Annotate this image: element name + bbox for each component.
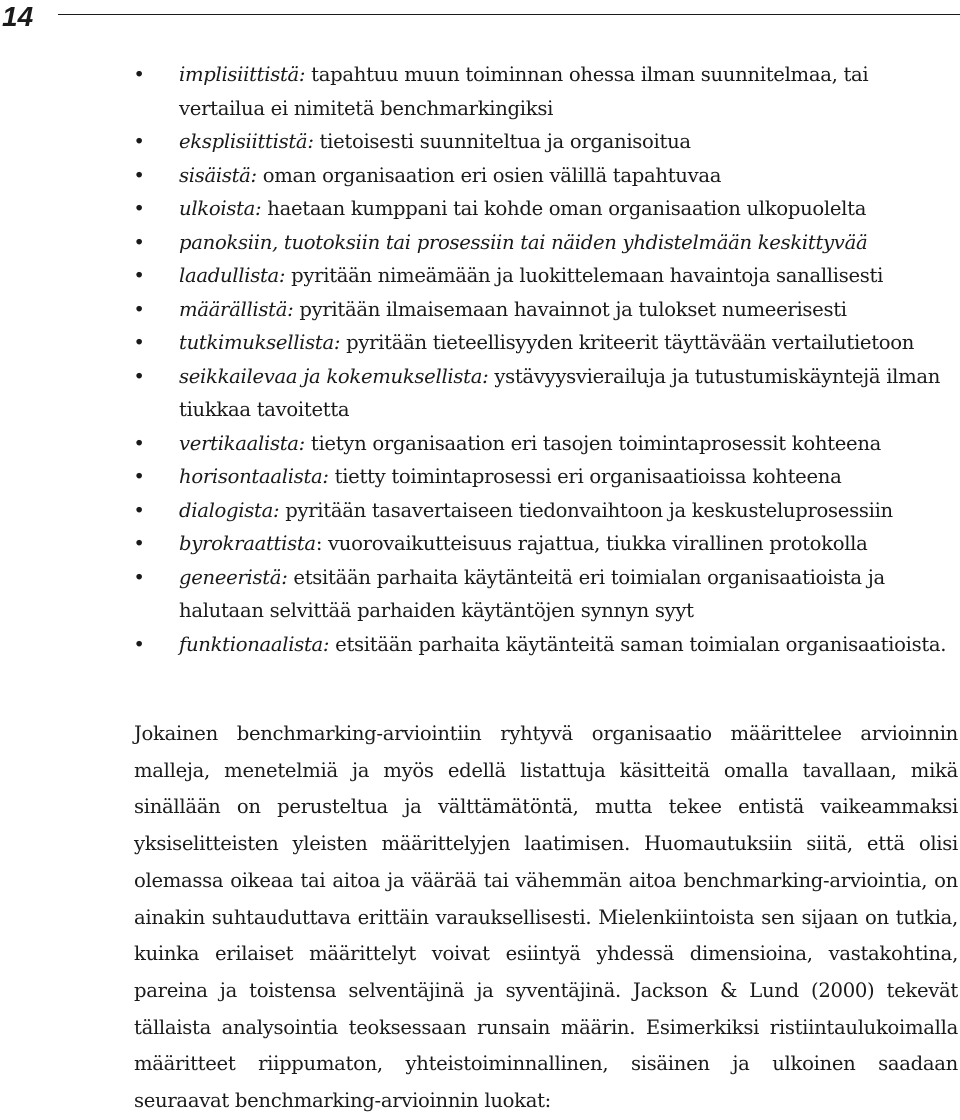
list-item [133, 58, 959, 125]
list-item [133, 293, 959, 327]
list-item [133, 628, 959, 662]
list-item-term: implisiittistä: [179, 63, 306, 86]
list-item-text: ystävyysvierailuja ja tutustumiskäyntejä ilman tiukkaa tavoitetta [179, 364, 941, 421]
list-item [133, 427, 959, 461]
bullet-icon: • [133, 364, 145, 388]
definition-list [133, 58, 959, 661]
list-item-term: dialogista: [179, 498, 280, 522]
list-item-term: ulkoista: [179, 197, 262, 220]
bullet-icon: • [133, 197, 145, 220]
list-item [133, 460, 959, 494]
body-paragraph: Jokainen benchmarking-arviointiin ryhtyvä organisaatio määrittelee arvioinnin malleja, menetelmiä ja myös edellä listattuja käsitteitä omalla tavallaan, mikä sinällään on perusteltua ja välttämätöntä, mutta tekee entistä vaikeammaksi yksiselitteisten yleisten määrittelyjen laatimisen. Huomautuksiin siitä, että olisi olemassa oikeaa tai aitoa ja väärää tai vähemmän aitoa benchmarking-arviointia, on ainakin suhtauduttava erittäin varauksellisesti. Mielenkiintoista sen sijaan on tutkia, kuinka erilaiset määrittelyt voivat esiintyä yhdessä dimensioina, vastakohtina, pareina ja toistensa selventäjinä ja syventäjinä. Jackson & Lund (2000) tekevät tällaista analysointia teoksessaan runsain määrin. Esimerkiksi ristiintaulukoimalla määritteet riippumaton, yhteistoiminnallinen, sisäinen ja ulkoinen saadaan seuraavat benchmarking-arvioinnin luokat: [134, 722, 958, 1113]
list-item [133, 192, 959, 226]
header-rule [58, 14, 960, 15]
list-item-text: etsitään parhaita käytänteitä saman toimialan organisaatioista. [329, 632, 947, 656]
bullet-icon: • [133, 163, 145, 187]
list-item-term: sisäistä: [179, 163, 257, 187]
list-item-text: : vuorovaikutteisuus rajattua, tiukka virallinen protokolla [315, 532, 868, 555]
bullet-icon: • [133, 230, 145, 254]
list-item-text: tietty toimintaprosessi eri organisaatioissa kohteena [328, 465, 842, 488]
bullet-icon: • [133, 331, 145, 354]
list-item-text: tietoisesti suunniteltua ja organisoitua [313, 130, 691, 153]
list-item-term: vertikaalista: [179, 431, 305, 455]
list-item-term: laadullista: [179, 264, 286, 287]
bullet-icon: • [133, 632, 145, 656]
list-item-term: byrokraattista [179, 532, 316, 555]
list-item-term: geneeristä: [179, 565, 288, 589]
list-item-text: oman organisaation eri osien välillä tapahtuvaa [256, 163, 722, 187]
list-item [133, 527, 959, 561]
list-item [133, 360, 959, 427]
list-item-term: tutkimuksellista: [179, 331, 341, 354]
list-item-term: funktionaalista: [179, 632, 330, 656]
list-item [133, 326, 959, 360]
bullet-icon: • [133, 532, 145, 555]
list-item [133, 494, 959, 528]
list-item [133, 561, 959, 628]
list-item-text: tapahtuu muun toiminnan ohessa ilman suunnitelmaa, tai vertailua ei nimitetä benchmarkingiksi [179, 63, 869, 120]
bullet-icon: • [133, 297, 145, 321]
list-item-text: pyritään nimeämään ja luokittelemaan havaintoja sanallisesti [285, 264, 884, 287]
page-number: 14 [2, 1, 34, 32]
list-item [133, 226, 959, 260]
bullet-icon: • [133, 264, 145, 287]
list-item-term: eksplisiittistä: [179, 130, 314, 153]
list-item-term: määrällistä: [179, 297, 294, 321]
list-item-text: pyritään tasavertaiseen tiedonvaihtoon ja keskusteluprosessiin [279, 498, 893, 522]
bullet-icon: • [133, 565, 145, 589]
list-item-text: pyritään tieteellisyyden kriteerit täyttävään vertailutietoon [340, 331, 915, 354]
list-item [133, 259, 959, 293]
bullet-icon: • [133, 63, 145, 86]
list-item-text: tietyn organisaation eri tasojen toimintaprosessit kohteena [304, 431, 882, 455]
list-item [133, 125, 959, 159]
bullet-icon: • [133, 465, 145, 488]
bullet-icon: • [133, 130, 145, 153]
bullet-icon: • [133, 431, 145, 455]
list-item-text: pyritään ilmaisemaan havainnot ja tulokset numeerisesti [293, 297, 847, 321]
bullet-icon: • [133, 498, 145, 522]
list-item-text: etsitään parhaita käytänteitä eri toimialan organisaatioista ja halutaan selvittää parhaiden käytäntöjen synnyn syyt [179, 565, 885, 622]
list-item-term: seikkailevaa ja kokemuksellista: [179, 364, 489, 388]
list-item-term: panoksiin, tuotoksiin tai prosessiin tai näiden yhdistelmään keskittyvää [179, 230, 868, 254]
list-item-text: haetaan kumppani tai kohde oman organisaation ulkopuolelta [261, 197, 867, 220]
list-item [133, 159, 959, 193]
list-item-term: horisontaalista: [179, 465, 329, 488]
page-header [0, 0, 960, 40]
